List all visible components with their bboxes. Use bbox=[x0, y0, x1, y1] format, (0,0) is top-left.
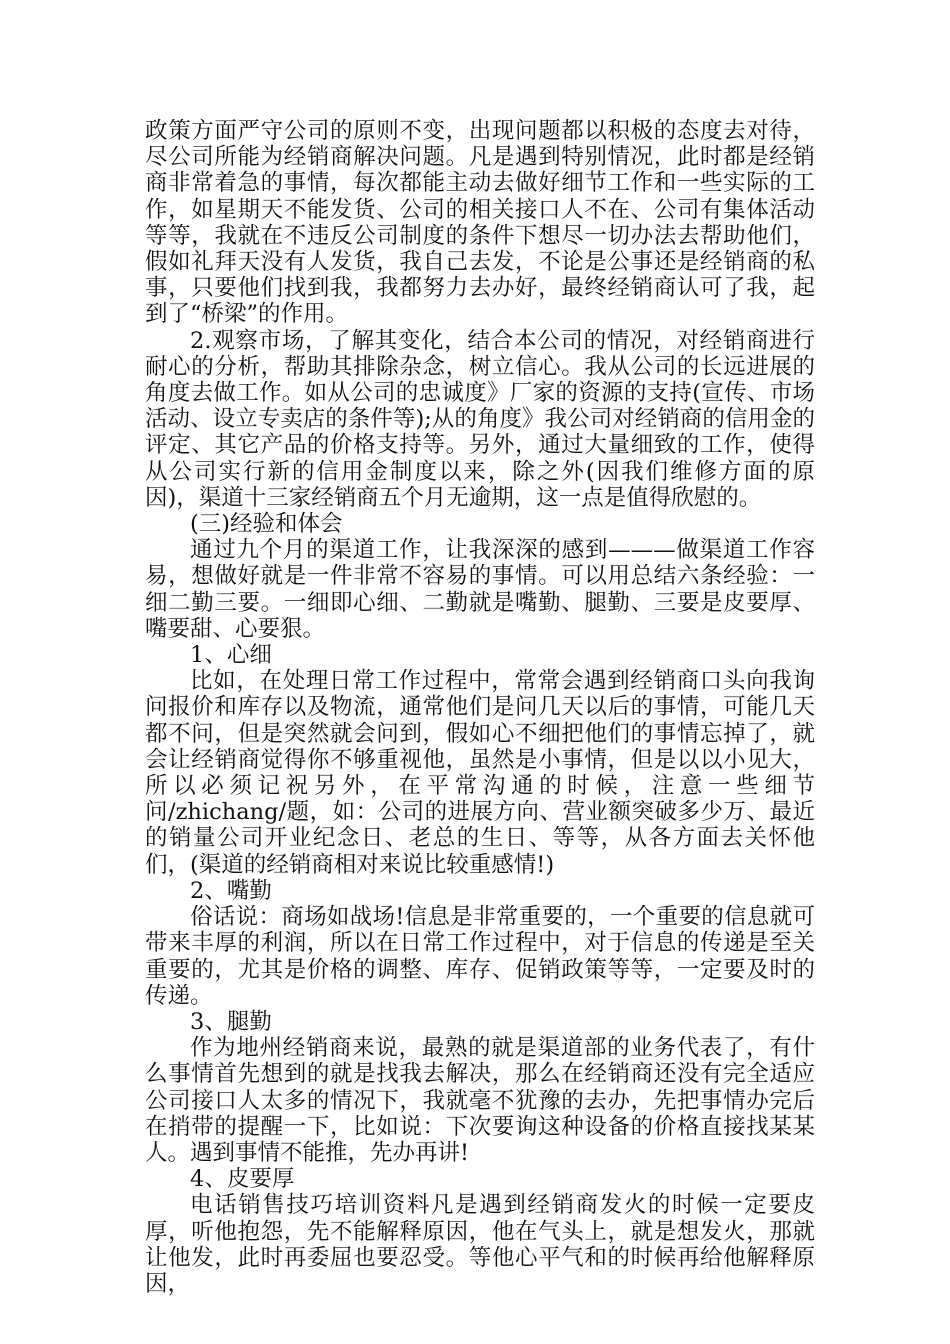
paragraph-thick-skin: 电话销售技巧培训资料凡是遇到经销商发火的时候一定要皮厚，听他抱怨，先不能解释原因，他在气头上，就是想发火，那就让他发，此时再委屈也要忍受。等他心平气和的时候再给他解释原因， bbox=[145, 1192, 815, 1297]
paragraph-observe-market: 2.观察市场，了解其变化，结合本公司的情况，对经销商进行耐心的分析，帮助其排除杂念，树立信心。我从公司的长远进展的角度去做工作。如从公司的忠诚度》厂家的资源的支持(宣传、市场活动、设立专卖店的条件等);从的角度》我公司对经销商的信用金的评定、其它产品的价格支持等。另外，通过大量细致的工作，使得从公司实行新的信用金制度以来，除之外(因我们维修方面的原因)，渠道十三家经销商五个月无逾期，这一点是值得欣慰的。 bbox=[145, 327, 815, 511]
heading-diligent-mouth: 2、嘴勤 bbox=[190, 877, 272, 904]
paragraph-experience-summary: 通过九个月的渠道工作，让我深深的感到———做渠道工作容易，想做好就是一件非常不容易的事情。可以用总结六条经验：一细二勤三要。一细即心细、二勤就是嘴勤、腿勤、三要是皮要厚、嘴要甜、心要狠。 bbox=[145, 537, 815, 642]
paragraph-diligent-legs: 作为地州经销商来说，最熟的就是渠道部的业务代表了，有什么事情首先想到的就是找我去解决，那么在经销商还没有完全适应公司接口人太多的情况下，我就毫不犹豫的去办，先把事情办完后在捎带的提醒一下，比如说：下次要询这种设备的价格直接找某某人。遇到事情不能推，先办再讲! bbox=[145, 1035, 815, 1166]
heading-careful: 1、心细 bbox=[190, 642, 272, 669]
paragraph-diligent-mouth: 俗话说：商场如战场!信息是非常重要的，一个重要的信息就可带来丰厚的利润，所以在日常工作过程中，对于信息的传递是至关重要的，尤其是价格的调整、库存、促销政策等等，一定要及时的传递。 bbox=[145, 904, 815, 1009]
heading-thick-skin: 4、皮要厚 bbox=[190, 1166, 295, 1193]
section-heading-experience: (三)经验和体会 bbox=[190, 511, 343, 538]
document-page bbox=[145, 118, 815, 1297]
heading-diligent-legs: 3、腿勤 bbox=[190, 1008, 272, 1035]
paragraph-careful: 比如，在处理日常工作过程中，常常会遇到经销商口头向我询问报价和库存以及物流，通常他们是问几天以后的事情，可能几天都不问，但是突然就会问到，假如心不细把他们的事情忘掉了，就会让经销商觉得你不够重视他，虽然是小事情，但是以以小见大，所以必须记祝另外，在平常沟通的时候，注意一些细节问/zhichang/题，如：公司的进展方向、营业额突破多少万、最近的销量公司开业纪念日、老总的生日、等等，从各方面去关怀他们，(渠道的经销商相对来说比较重感情!) bbox=[145, 668, 815, 878]
paragraph-policy: 政策方面严守公司的原则不变，出现问题都以积极的态度去对待，尽公司所能为经销商解决问题。凡是遇到特别情况，此时都是经销商非常着急的事情，每次都能主动去做好细节工作和一些实际的工作，如星期天不能发货、公司的相关接口人不在、公司有集体活动等等，我就在不违反公司制度的条件下想尽一切办法去帮助他们，假如礼拜天没有人发货，我自己去发，不论是公事还是经销商的私事，只要他们找到我，我都努力去办好，最终经销商认可了我，起到了“桥梁”的作用。 bbox=[145, 118, 815, 328]
